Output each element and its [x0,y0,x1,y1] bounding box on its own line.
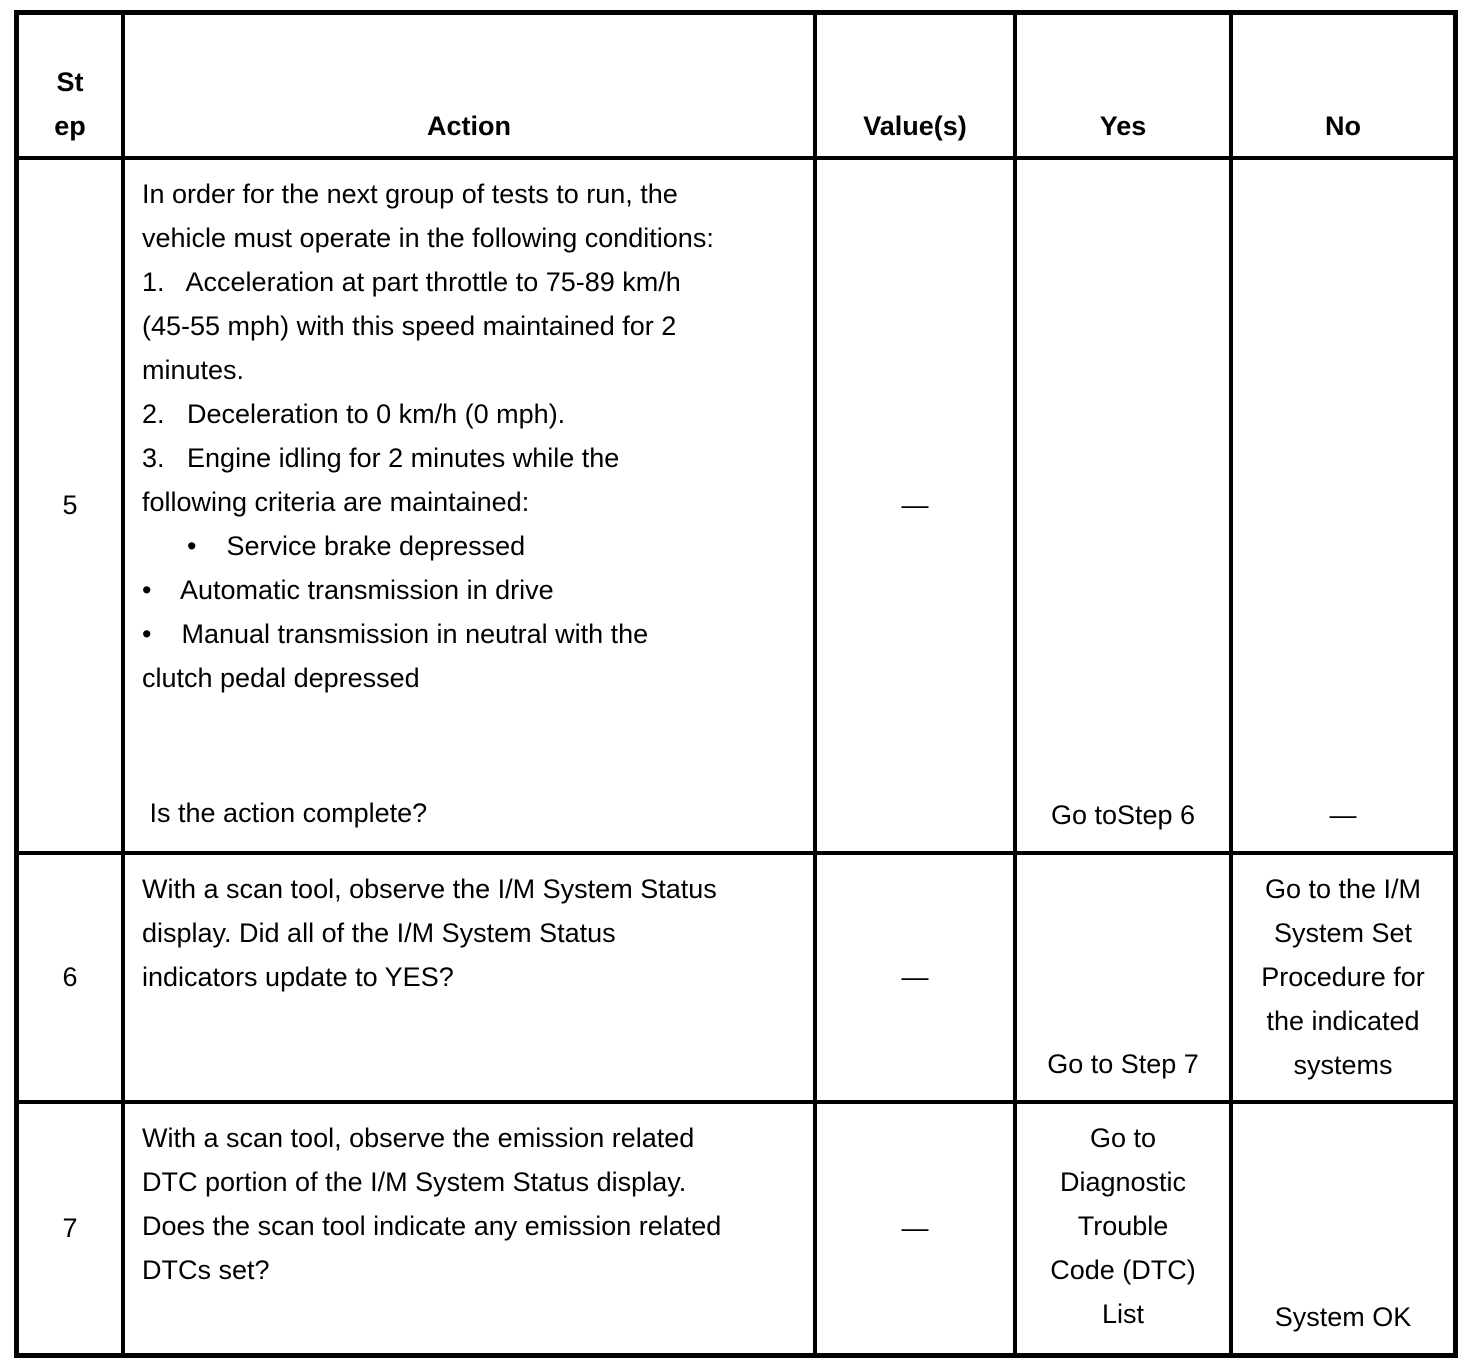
step-7-yes-cell: Go to Diagnostic Trouble Code (DTC) List [1017,1104,1233,1353]
step-5-yes-cell: Go toStep 6 [1017,160,1233,855]
header-cell-step: St ep [19,15,125,160]
step-7-action-text: With a scan tool, observe the emission related DTC portion of the I/M System Status display. Does the scan tool indicate any emission related DTCs set? [142,1123,722,1285]
header-cell-action [125,15,817,160]
step-7-number-cell [19,1104,125,1353]
step-6-action-cell [125,855,817,1104]
step-5-number-cell [19,160,125,855]
step-6-no-cell: Go to the I/M System Set Procedure for the indicated systems [1233,855,1453,1104]
step-5-question: Is the action complete? [142,798,428,828]
step-5-no-cell: — [1233,160,1453,855]
step-5-action-cell [125,160,817,855]
header-label-values: Value(s) [863,111,967,141]
step-number: 7 [62,1213,78,1243]
step-5-values-cell [817,160,1017,855]
em-dash: — [901,490,929,520]
step-6-action-text: With a scan tool, observe the I/M System Status display. Did all of the I/M System Status indicators update to YES? [142,874,717,992]
header-cell-values [817,15,1017,160]
em-dash: — [901,962,929,992]
step-number: 6 [62,962,78,992]
step-7-action-cell [125,1104,817,1353]
step-number: 5 [62,490,78,520]
header-cell-yes [1017,15,1233,160]
header-label-yes: Yes [1099,111,1147,141]
header-label-action: Action [427,111,511,141]
step-7-no-cell: System OK [1274,1302,1412,1332]
step-5-action-text: In order for the next group of tests to run, the vehicle must operate in the following conditions: 1. Acceleration at part throttle to 75-89 km/h (45-55 mph) with this speed maintained for 2 minutes. 2. Deceleration to 0 km/h (0 mph). 3. Engine idling for 2 minutes while the following criteria are maintained: • Service brake depressed • Automatic transmission in drive • Manual transmission in neutral with the clutch pedal depressed [142,179,714,693]
step-6-yes-cell: Go to Step 7 [1017,855,1233,1104]
step-6-number-cell [19,855,125,1104]
step-6-values-cell [817,855,1017,1104]
em-dash: — [901,1213,929,1243]
step-7-values-cell [817,1104,1017,1353]
header-label-no: No [1325,111,1361,141]
header-cell-no [1233,15,1453,160]
diagnostic-steps-table [14,10,1458,1358]
